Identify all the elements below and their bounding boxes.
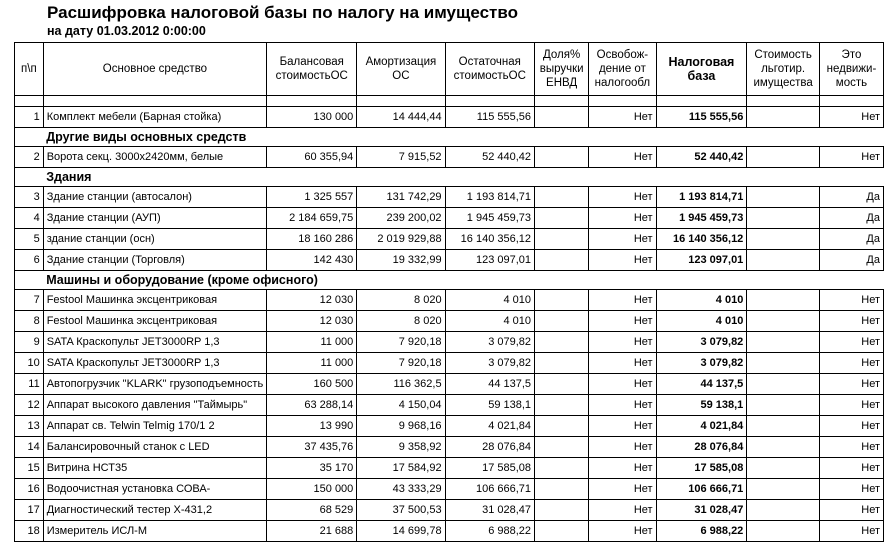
balance-value: 1 325 557 (267, 187, 357, 208)
envd-share-value (535, 479, 589, 500)
amortization-value: 2 019 929,88 (357, 229, 445, 250)
privileged-value (747, 500, 820, 521)
tax-base-value: 1 945 459,73 (656, 208, 747, 229)
tax-base-value: 6 988,22 (656, 521, 747, 542)
col-residual: Остаточная стоимостьОС (445, 43, 534, 96)
exempt-value: Нет (589, 147, 656, 168)
balance-value: 150 000 (267, 479, 357, 500)
balance-value: 2 184 659,75 (267, 208, 357, 229)
envd-share-value (535, 500, 589, 521)
residual-value: 106 666,71 (445, 479, 534, 500)
tax-base-table (14, 42, 884, 542)
row-number: 9 (15, 332, 44, 353)
residual-value: 59 138,1 (445, 395, 534, 416)
amortization-value: 8 020 (357, 311, 445, 332)
tax-base-value: 4 010 (656, 290, 747, 311)
table-row (15, 107, 884, 128)
realty-value: Нет (819, 479, 883, 500)
report-title: Расшифровка налоговой базы по налогу на имущество (47, 3, 518, 22)
envd-share-value (535, 374, 589, 395)
group-spacer (15, 271, 44, 290)
asset-name: здание станции (осн) (43, 229, 266, 250)
row-number: 5 (15, 229, 44, 250)
col-privileged: Стоимость льготир. имущества (747, 43, 820, 96)
envd-share-value (535, 250, 589, 271)
row-number: 17 (15, 500, 44, 521)
report-date: на дату 01.03.2012 0:00:00 (47, 24, 206, 38)
asset-name: SATA Краскопульт JET3000RP 1,3 (43, 332, 266, 353)
envd-share-value (535, 147, 589, 168)
table-row (15, 458, 884, 479)
exempt-value: Нет (589, 187, 656, 208)
balance-value: 68 529 (267, 500, 357, 521)
header-row (15, 43, 884, 96)
privileged-value (747, 250, 820, 271)
balance-value: 13 990 (267, 416, 357, 437)
col-envd-share: Доля% выручки ЕНВД (535, 43, 589, 96)
privileged-value (747, 458, 820, 479)
balance-value: 21 688 (267, 521, 357, 542)
table-row (15, 353, 884, 374)
spacer-row (15, 96, 884, 107)
asset-name: Festool Машинка эксцентриковая (43, 311, 266, 332)
col-exempt: Освобож-дение от налогообл (589, 43, 656, 96)
asset-name: SATA Краскопульт JET3000RP 1,3 (43, 353, 266, 374)
table-row (15, 147, 884, 168)
amortization-value: 43 333,29 (357, 479, 445, 500)
col-tax-base: Налоговая база (656, 43, 747, 96)
asset-name: Здание станции (Торговля) (43, 250, 266, 271)
asset-name: Festool Машинка эксцентриковая (43, 290, 266, 311)
exempt-value: Нет (589, 208, 656, 229)
balance-value: 18 160 286 (267, 229, 357, 250)
realty-value: Да (819, 208, 883, 229)
amortization-value: 9 968,16 (357, 416, 445, 437)
tax-base-value: 123 097,01 (656, 250, 747, 271)
residual-value: 1 193 814,71 (445, 187, 534, 208)
balance-value: 60 355,94 (267, 147, 357, 168)
residual-value: 3 079,82 (445, 353, 534, 374)
asset-name: Ворота секц. 3000х2420мм, белые (43, 147, 266, 168)
amortization-value: 9 358,92 (357, 437, 445, 458)
asset-name: Аппарат высокого давления "Таймырь" (43, 395, 266, 416)
asset-name: Здание станции (автосалон) (43, 187, 266, 208)
group-row (15, 271, 884, 290)
privileged-value (747, 437, 820, 458)
envd-share-value (535, 332, 589, 353)
tax-base-value: 59 138,1 (656, 395, 747, 416)
row-number: 10 (15, 353, 44, 374)
row-number: 4 (15, 208, 44, 229)
residual-value: 31 028,47 (445, 500, 534, 521)
tax-base-value: 115 555,56 (656, 107, 747, 128)
asset-name: Измеритель ИСЛ-М (43, 521, 266, 542)
privileged-value (747, 208, 820, 229)
amortization-value: 131 742,29 (357, 187, 445, 208)
balance-value: 142 430 (267, 250, 357, 271)
tax-base-value: 28 076,84 (656, 437, 747, 458)
envd-share-value (535, 187, 589, 208)
privileged-value (747, 332, 820, 353)
group-name: Здания (43, 168, 883, 187)
table-row (15, 395, 884, 416)
balance-value: 63 288,14 (267, 395, 357, 416)
privileged-value (747, 521, 820, 542)
tax-base-value: 4 021,84 (656, 416, 747, 437)
privileged-value (747, 416, 820, 437)
group-row (15, 168, 884, 187)
realty-value: Да (819, 250, 883, 271)
exempt-value: Нет (589, 374, 656, 395)
col-realty: Это недвижи-мость (819, 43, 883, 96)
amortization-value: 37 500,53 (357, 500, 445, 521)
exempt-value: Нет (589, 250, 656, 271)
realty-value: Нет (819, 395, 883, 416)
asset-name: Витрина НСТ35 (43, 458, 266, 479)
envd-share-value (535, 395, 589, 416)
residual-value: 3 079,82 (445, 332, 534, 353)
amortization-value: 8 020 (357, 290, 445, 311)
table-row (15, 521, 884, 542)
residual-value: 115 555,56 (445, 107, 534, 128)
asset-name: Аппарат св. Telwin Telmig 170/1 2 (43, 416, 266, 437)
balance-value: 12 030 (267, 311, 357, 332)
privileged-value (747, 229, 820, 250)
realty-value: Нет (819, 107, 883, 128)
row-number: 2 (15, 147, 44, 168)
amortization-value: 14 699,78 (357, 521, 445, 542)
exempt-value: Нет (589, 416, 656, 437)
exempt-value: Нет (589, 290, 656, 311)
tax-base-value: 31 028,47 (656, 500, 747, 521)
row-number: 6 (15, 250, 44, 271)
envd-share-value (535, 437, 589, 458)
realty-value: Нет (819, 374, 883, 395)
residual-value: 4 010 (445, 290, 534, 311)
privileged-value (747, 107, 820, 128)
privileged-value (747, 395, 820, 416)
privileged-value (747, 374, 820, 395)
exempt-value: Нет (589, 395, 656, 416)
balance-value: 11 000 (267, 353, 357, 374)
balance-value: 11 000 (267, 332, 357, 353)
amortization-value: 14 444,44 (357, 107, 445, 128)
row-number: 13 (15, 416, 44, 437)
tax-base-value: 4 010 (656, 311, 747, 332)
balance-value: 35 170 (267, 458, 357, 479)
table-row (15, 332, 884, 353)
realty-value: Нет (819, 332, 883, 353)
amortization-value: 17 584,92 (357, 458, 445, 479)
envd-share-value (535, 521, 589, 542)
asset-name: Балансировочный станок с LED (43, 437, 266, 458)
exempt-value: Нет (589, 332, 656, 353)
amortization-value: 7 915,52 (357, 147, 445, 168)
realty-value: Нет (819, 500, 883, 521)
col-asset: Основное средство (43, 43, 266, 96)
tax-base-value: 1 193 814,71 (656, 187, 747, 208)
realty-value: Нет (819, 353, 883, 374)
table-row (15, 187, 884, 208)
realty-value: Нет (819, 458, 883, 479)
row-number: 11 (15, 374, 44, 395)
exempt-value: Нет (589, 500, 656, 521)
exempt-value: Нет (589, 353, 656, 374)
envd-share-value (535, 416, 589, 437)
row-number: 3 (15, 187, 44, 208)
residual-value: 28 076,84 (445, 437, 534, 458)
realty-value: Нет (819, 521, 883, 542)
envd-share-value (535, 353, 589, 374)
amortization-value: 116 362,5 (357, 374, 445, 395)
table-row (15, 250, 884, 271)
amortization-value: 7 920,18 (357, 332, 445, 353)
residual-value: 4 021,84 (445, 416, 534, 437)
row-number: 8 (15, 311, 44, 332)
envd-share-value (535, 107, 589, 128)
privileged-value (747, 311, 820, 332)
table-row (15, 208, 884, 229)
privileged-value (747, 147, 820, 168)
privileged-value (747, 479, 820, 500)
col-amortization: Амортизация ОС (357, 43, 445, 96)
balance-value: 130 000 (267, 107, 357, 128)
tax-base-value: 52 440,42 (656, 147, 747, 168)
residual-value: 44 137,5 (445, 374, 534, 395)
table-row (15, 374, 884, 395)
row-number: 14 (15, 437, 44, 458)
table-row (15, 229, 884, 250)
residual-value: 16 140 356,12 (445, 229, 534, 250)
group-row (15, 128, 884, 147)
envd-share-value (535, 208, 589, 229)
table-row (15, 437, 884, 458)
tax-base-value: 106 666,71 (656, 479, 747, 500)
realty-value: Нет (819, 147, 883, 168)
tax-base-value: 3 079,82 (656, 332, 747, 353)
table-row (15, 290, 884, 311)
group-spacer (15, 168, 44, 187)
row-number: 15 (15, 458, 44, 479)
row-number: 16 (15, 479, 44, 500)
col-num: п\п (15, 43, 44, 96)
asset-name: Водоочистная установка СОВА- (43, 479, 266, 500)
realty-value: Нет (819, 311, 883, 332)
asset-name: Комплект мебели (Барная стойка) (43, 107, 266, 128)
residual-value: 17 585,08 (445, 458, 534, 479)
envd-share-value (535, 311, 589, 332)
realty-value: Да (819, 187, 883, 208)
tax-base-value: 44 137,5 (656, 374, 747, 395)
envd-share-value (535, 458, 589, 479)
realty-value: Нет (819, 437, 883, 458)
residual-value: 1 945 459,73 (445, 208, 534, 229)
row-number: 18 (15, 521, 44, 542)
realty-value: Да (819, 229, 883, 250)
exempt-value: Нет (589, 311, 656, 332)
exempt-value: Нет (589, 458, 656, 479)
residual-value: 52 440,42 (445, 147, 534, 168)
table-row (15, 416, 884, 437)
envd-share-value (535, 229, 589, 250)
amortization-value: 19 332,99 (357, 250, 445, 271)
exempt-value: Нет (589, 521, 656, 542)
exempt-value: Нет (589, 437, 656, 458)
group-name: Другие виды основных средств (43, 128, 883, 147)
row-number: 1 (15, 107, 44, 128)
residual-value: 4 010 (445, 311, 534, 332)
tax-base-value: 16 140 356,12 (656, 229, 747, 250)
row-number: 12 (15, 395, 44, 416)
balance-value: 160 500 (267, 374, 357, 395)
group-spacer (15, 128, 44, 147)
col-balance: Балансовая стоимостьОС (267, 43, 357, 96)
table-row (15, 311, 884, 332)
realty-value: Нет (819, 416, 883, 437)
amortization-value: 4 150,04 (357, 395, 445, 416)
tax-base-value: 17 585,08 (656, 458, 747, 479)
asset-name: Автопогрузчик "KLARK" грузоподъемность (43, 374, 266, 395)
amortization-value: 7 920,18 (357, 353, 445, 374)
asset-name: Здание станции (АУП) (43, 208, 266, 229)
asset-name: Диагностический тестер X-431,2 (43, 500, 266, 521)
realty-value: Нет (819, 290, 883, 311)
residual-value: 6 988,22 (445, 521, 534, 542)
exempt-value: Нет (589, 229, 656, 250)
row-number: 7 (15, 290, 44, 311)
exempt-value: Нет (589, 479, 656, 500)
envd-share-value (535, 290, 589, 311)
residual-value: 123 097,01 (445, 250, 534, 271)
privileged-value (747, 290, 820, 311)
exempt-value: Нет (589, 107, 656, 128)
tax-base-value: 3 079,82 (656, 353, 747, 374)
table-row (15, 500, 884, 521)
balance-value: 37 435,76 (267, 437, 357, 458)
table-row (15, 479, 884, 500)
amortization-value: 239 200,02 (357, 208, 445, 229)
group-name: Машины и оборудование (кроме офисного) (43, 271, 883, 290)
privileged-value (747, 353, 820, 374)
balance-value: 12 030 (267, 290, 357, 311)
privileged-value (747, 187, 820, 208)
